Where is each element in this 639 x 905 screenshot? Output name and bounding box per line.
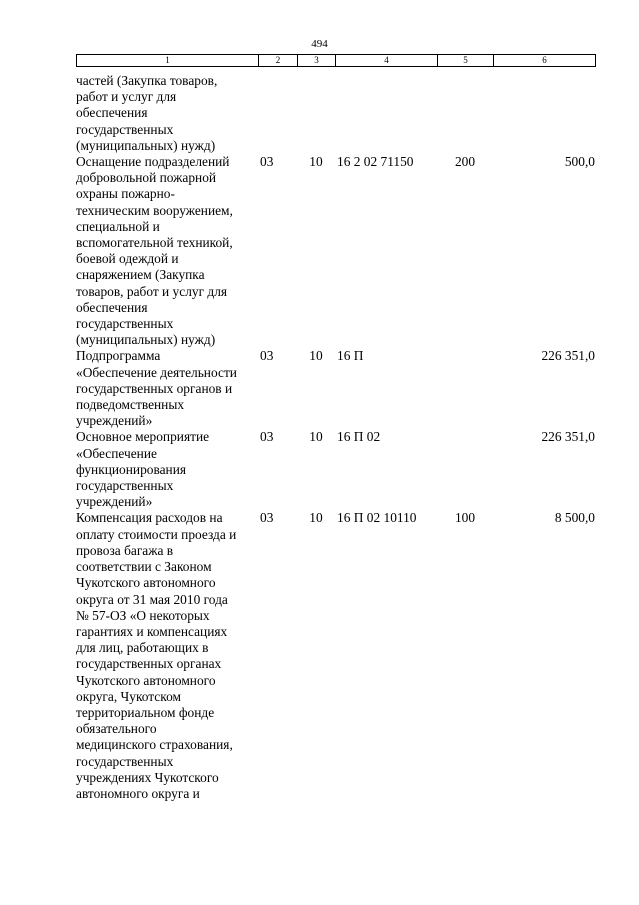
row-name: частей (Закупка товаров, работ и услуг для обеспечения государственных (муниципальных) нужд) [76, 73, 218, 153]
row-amount: 226 351,0 [541, 429, 595, 445]
row-name: Подпрограмма «Обеспечение деятельности государственных органов и подведомственных учреждений» [76, 348, 237, 429]
row-target-article: 16 П [337, 348, 364, 364]
row-expense-type [437, 429, 493, 510]
row-expense-type [437, 73, 493, 154]
row-subsection: 10 [309, 154, 323, 170]
row-expense-type [437, 348, 493, 429]
row-amount: 8 500,0 [554, 510, 595, 526]
header-col-6: 6 [494, 55, 596, 67]
row-section: 03 [260, 510, 274, 526]
header-col-3: 3 [298, 55, 336, 67]
page-number: 494 [311, 38, 328, 50]
row-target-article: 16 П 02 10110 [337, 510, 417, 526]
row-section: 03 [260, 429, 274, 445]
row-target-article: 16 П 02 [337, 429, 381, 445]
header-col-5: 5 [438, 55, 494, 67]
row-target-article [335, 73, 437, 154]
header-col-2: 2 [259, 55, 298, 67]
table-header-row [77, 55, 596, 67]
table-row [76, 429, 595, 510]
row-section [258, 73, 297, 154]
row-name: Оснащение подразделений добровольной пожарной охраны пожарно- техническим вооружением, специальной и вспомогательной техникой, боевой одеждой и снаряжением (Закупка товаров, работ и услуг для обеспечения государственных (муниципальных) нужд) [76, 154, 233, 348]
row-section: 03 [260, 348, 274, 364]
row-amount: 500,0 [564, 154, 595, 170]
row-subsection: 10 [309, 510, 323, 526]
row-amount: 226 351,0 [541, 348, 595, 364]
row-section: 03 [260, 154, 274, 170]
row-name: Компенсация расходов на оплату стоимости проезда и провоза багажа в соответствии с Законом Чукотского автономного округа от 31 мая 2010 года № 57-ОЗ «О некоторых гарантиях и компенсациях для лиц, работающих в государственных органах Чукотского автономного округа, Чукотском территориальном фонде обязательного медицинского страхования, государственных учреждениях Чукотского автономного округа и [76, 510, 237, 801]
row-name: Основное мероприятие «Обеспечение функционирования государственных учреждений» [76, 429, 210, 510]
row-target-article: 16 2 02 71150 [337, 154, 414, 170]
table-row [76, 73, 595, 154]
budget-table [76, 73, 595, 802]
row-subsection: 10 [309, 429, 323, 445]
table-row [76, 154, 595, 348]
row-expense-type: 200 [454, 154, 476, 170]
table-header [76, 54, 596, 67]
row-amount [493, 73, 595, 154]
row-subsection: 10 [309, 348, 323, 364]
row-subsection [297, 73, 335, 154]
table-row [76, 510, 595, 802]
header-col-4: 4 [336, 55, 438, 67]
table-row [76, 348, 595, 429]
header-col-1: 1 [77, 55, 259, 67]
row-expense-type: 100 [454, 510, 476, 526]
